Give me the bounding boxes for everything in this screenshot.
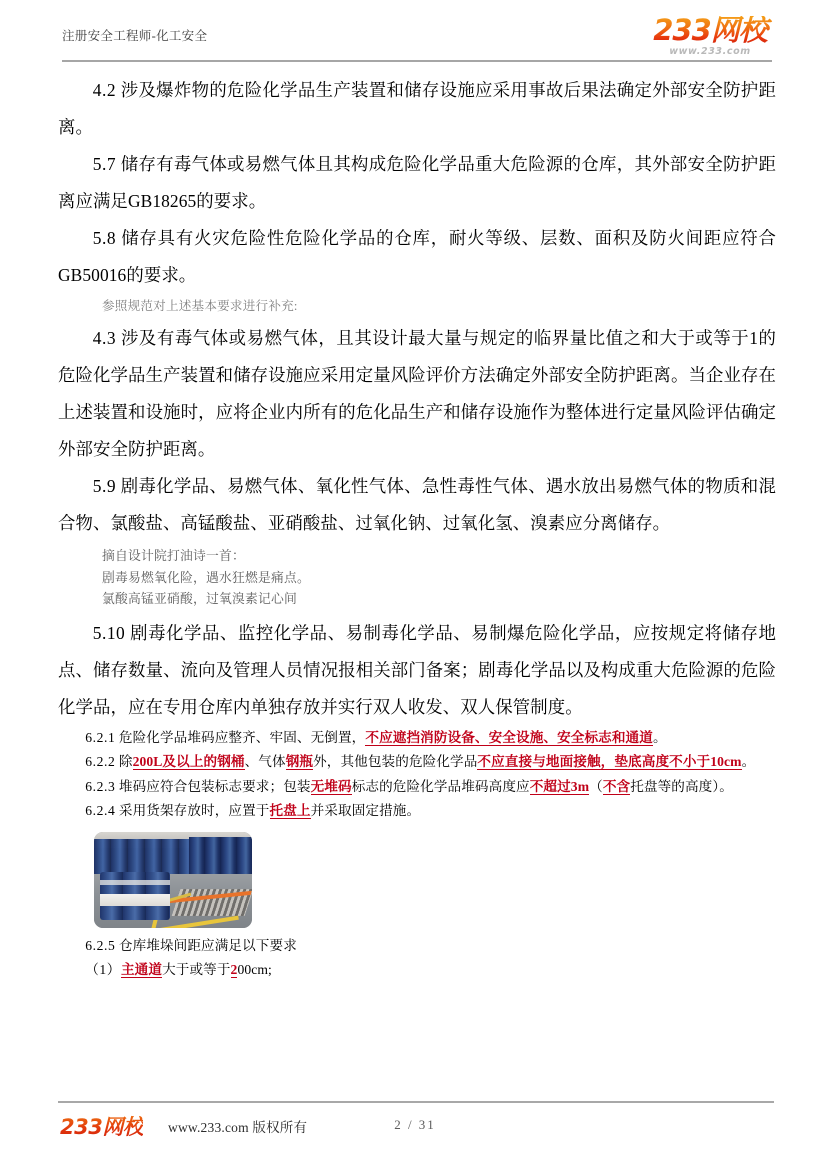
clause-6-2-4 bbox=[58, 799, 776, 824]
clause-6-2-3-highlight-2: 不超过3m bbox=[529, 778, 590, 794]
clause-6-2-5-item-1-number: （1） bbox=[85, 962, 121, 977]
poem-title: 摘自设计院打油诗一首： bbox=[102, 549, 245, 563]
clause-5-9-text: 剧毒化学品、易燃气体、氧化性气体、急性毒性气体、遇水放出易燃气体的物质和混合物、氯酸盐、高锰酸盐、亚硝酸盐、过氧化钠、过氧化氢、溴素应分离储存。 bbox=[58, 476, 776, 533]
clause-6-2-4-highlight-1: 托盘上 bbox=[269, 803, 311, 818]
brand-logo-text: 233网校 bbox=[646, 16, 774, 45]
clause-6-2-5-item-1-highlight-2: 2 bbox=[230, 962, 238, 977]
clause-6-2-2 bbox=[58, 750, 776, 775]
clause-6-2-2-number: 6.2.2 bbox=[85, 754, 116, 769]
clause-6-2-2-seg2: 、气体 bbox=[244, 754, 286, 769]
supplement-note: 参照规范对上述基本要求进行补充: bbox=[102, 299, 298, 313]
photo-drum-band-upper bbox=[100, 880, 170, 885]
clause-6-2-3 bbox=[58, 775, 776, 800]
clause-6-2-2-highlight-3: 不应直接与地面接触，垫底高度不小于10cm bbox=[477, 754, 742, 769]
clause-5-10-text: 剧毒化学品、监控化学品、易制毒化学品、易制爆危险化学品，应按规定将储存地点、储存数量、流向及管理人员情况报相关部门备案；剧毒化学品以及构成重大危险源的危险化学品，应在专用仓库内单独存放并实行双人收发、双人保管制度。 bbox=[58, 622, 777, 717]
clause-6-2-3-highlight-3: 不含 bbox=[602, 778, 631, 794]
clause-4-2-number: 4.2 bbox=[92, 80, 117, 100]
clause-4-3 bbox=[58, 320, 776, 468]
clause-5-9-number: 5.9 bbox=[92, 476, 117, 496]
clause-6-2-4-number: 6.2.4 bbox=[85, 803, 116, 818]
clause-6-2-3-seg4: 托盘等的高度）。 bbox=[630, 778, 733, 794]
brand-logo-header bbox=[646, 13, 774, 57]
clause-5-7-text: 储存有毒气体或易燃气体且其构成危险化学品重大危险源的仓库，其外部安全防护距离应满足GB18265的要求。 bbox=[58, 154, 776, 211]
clause-6-2-5-item-1-seg2: 00cm; bbox=[237, 962, 272, 977]
clause-6-2-2-seg4: 。 bbox=[741, 754, 756, 769]
clause-6-2-3-seg3: （ bbox=[589, 778, 603, 794]
clause-6-2-1-highlight-1: 不应遮挡消防设备、安全设施、安全标志和通道 bbox=[365, 729, 653, 745]
clause-6-2-2-seg1: 除 bbox=[118, 754, 133, 769]
clause-6-2-5-item-1-highlight-1: 主通道 bbox=[120, 962, 163, 977]
clause-6-2-3-highlight-1: 无堆码 bbox=[310, 778, 352, 794]
clause-6-2-5-number: 6.2.5 bbox=[85, 937, 116, 953]
header-divider bbox=[62, 60, 772, 62]
clause-6-2-3-seg1: 堆码应符合包装标志要求；包装 bbox=[118, 778, 311, 794]
clause-6-2-1-seg2: 。 bbox=[652, 729, 667, 745]
photo-drum-label-band bbox=[100, 894, 170, 906]
clause-6-2-3-number: 6.2.3 bbox=[85, 778, 116, 794]
clause-4-2 bbox=[58, 72, 776, 146]
clause-5-7-number: 5.7 bbox=[92, 154, 117, 174]
clause-6-2-1-seg1: 危险化学品堆码应整齐、牢固、无倒置， bbox=[118, 729, 366, 745]
clause-6-2-3-seg2: 标志的危险化学品堆码高度应 bbox=[351, 778, 530, 794]
clause-5-8 bbox=[58, 220, 776, 294]
brand-logo-footer: 233网校 bbox=[60, 1111, 143, 1141]
chemical-drums-warehouse-photo bbox=[94, 832, 252, 928]
clause-6-2-1 bbox=[58, 726, 776, 751]
poem-block bbox=[102, 546, 776, 611]
page-footer bbox=[0, 1089, 830, 1175]
clause-4-2-text: 涉及爆炸物的危险化学品生产装置和储存设施应采用事故后果法确定外部安全防护距离。 bbox=[58, 80, 776, 137]
clause-6-2-4-seg1: 采用货架存放时，应置于 bbox=[118, 803, 270, 818]
clause-4-3-number: 4.3 bbox=[92, 328, 117, 348]
poem-line-1: 剧毒易燃氧化险，遇水狂燃是痛点。 bbox=[102, 570, 310, 585]
clause-6-2-5-item-1-seg1: 大于或等于 bbox=[162, 962, 231, 977]
clause-5-9 bbox=[58, 468, 776, 542]
clause-6-2-5-item-1 bbox=[58, 958, 776, 983]
photo-container bbox=[94, 832, 776, 928]
clause-6-2-2-highlight-2: 钢瓶 bbox=[285, 754, 314, 769]
clause-4-3-text: 涉及有毒气体或易燃气体，且其设计最大量与规定的临界量比值之和大于或等于1的危险化学品生产装置和储存设施应采用定量风险评价方法确定外部安全防护距离。当企业存在上述装置和设施时，应将企业内所有的危化品生产和储存设施作为整体进行定量风险评估确定外部安全防护距离。 bbox=[58, 328, 777, 459]
clause-5-10 bbox=[58, 615, 776, 726]
clause-6-2-2-seg3: 外，其他包装的危险化学品 bbox=[313, 754, 478, 769]
footer-copyright: www.233.com 版权所有 bbox=[168, 1120, 308, 1135]
clause-6-2-4-seg2: 并采取固定措施。 bbox=[310, 803, 421, 818]
clause-5-8-number: 5.8 bbox=[92, 228, 117, 248]
clause-5-7 bbox=[58, 146, 776, 220]
clause-5-10-number: 5.10 bbox=[92, 622, 126, 643]
header-title: 注册安全工程师-化工安全 bbox=[62, 29, 208, 43]
clause-6-2-5-seg1: 仓库堆垛间距应满足以下要求 bbox=[118, 937, 297, 953]
poem-line-2: 氯酸高锰亚硝酸，过氧溴素记心间 bbox=[102, 592, 297, 606]
footer-divider bbox=[58, 1101, 774, 1103]
page-header bbox=[0, 0, 830, 62]
page-number: 2 / 31 bbox=[394, 1117, 436, 1132]
clause-6-2-5 bbox=[58, 934, 776, 959]
clause-5-8-text: 储存具有火灾危险性危险化学品的仓库，耐火等级、层数、面积及防火间距应符合GB50016的要求。 bbox=[58, 228, 776, 285]
document-content bbox=[58, 72, 776, 983]
clause-6-2-1-number: 6.2.1 bbox=[85, 729, 116, 745]
brand-logo-url: www.233.com bbox=[669, 46, 751, 57]
clause-6-2-2-highlight-1: 200L及以上的钢桶 bbox=[132, 754, 245, 769]
